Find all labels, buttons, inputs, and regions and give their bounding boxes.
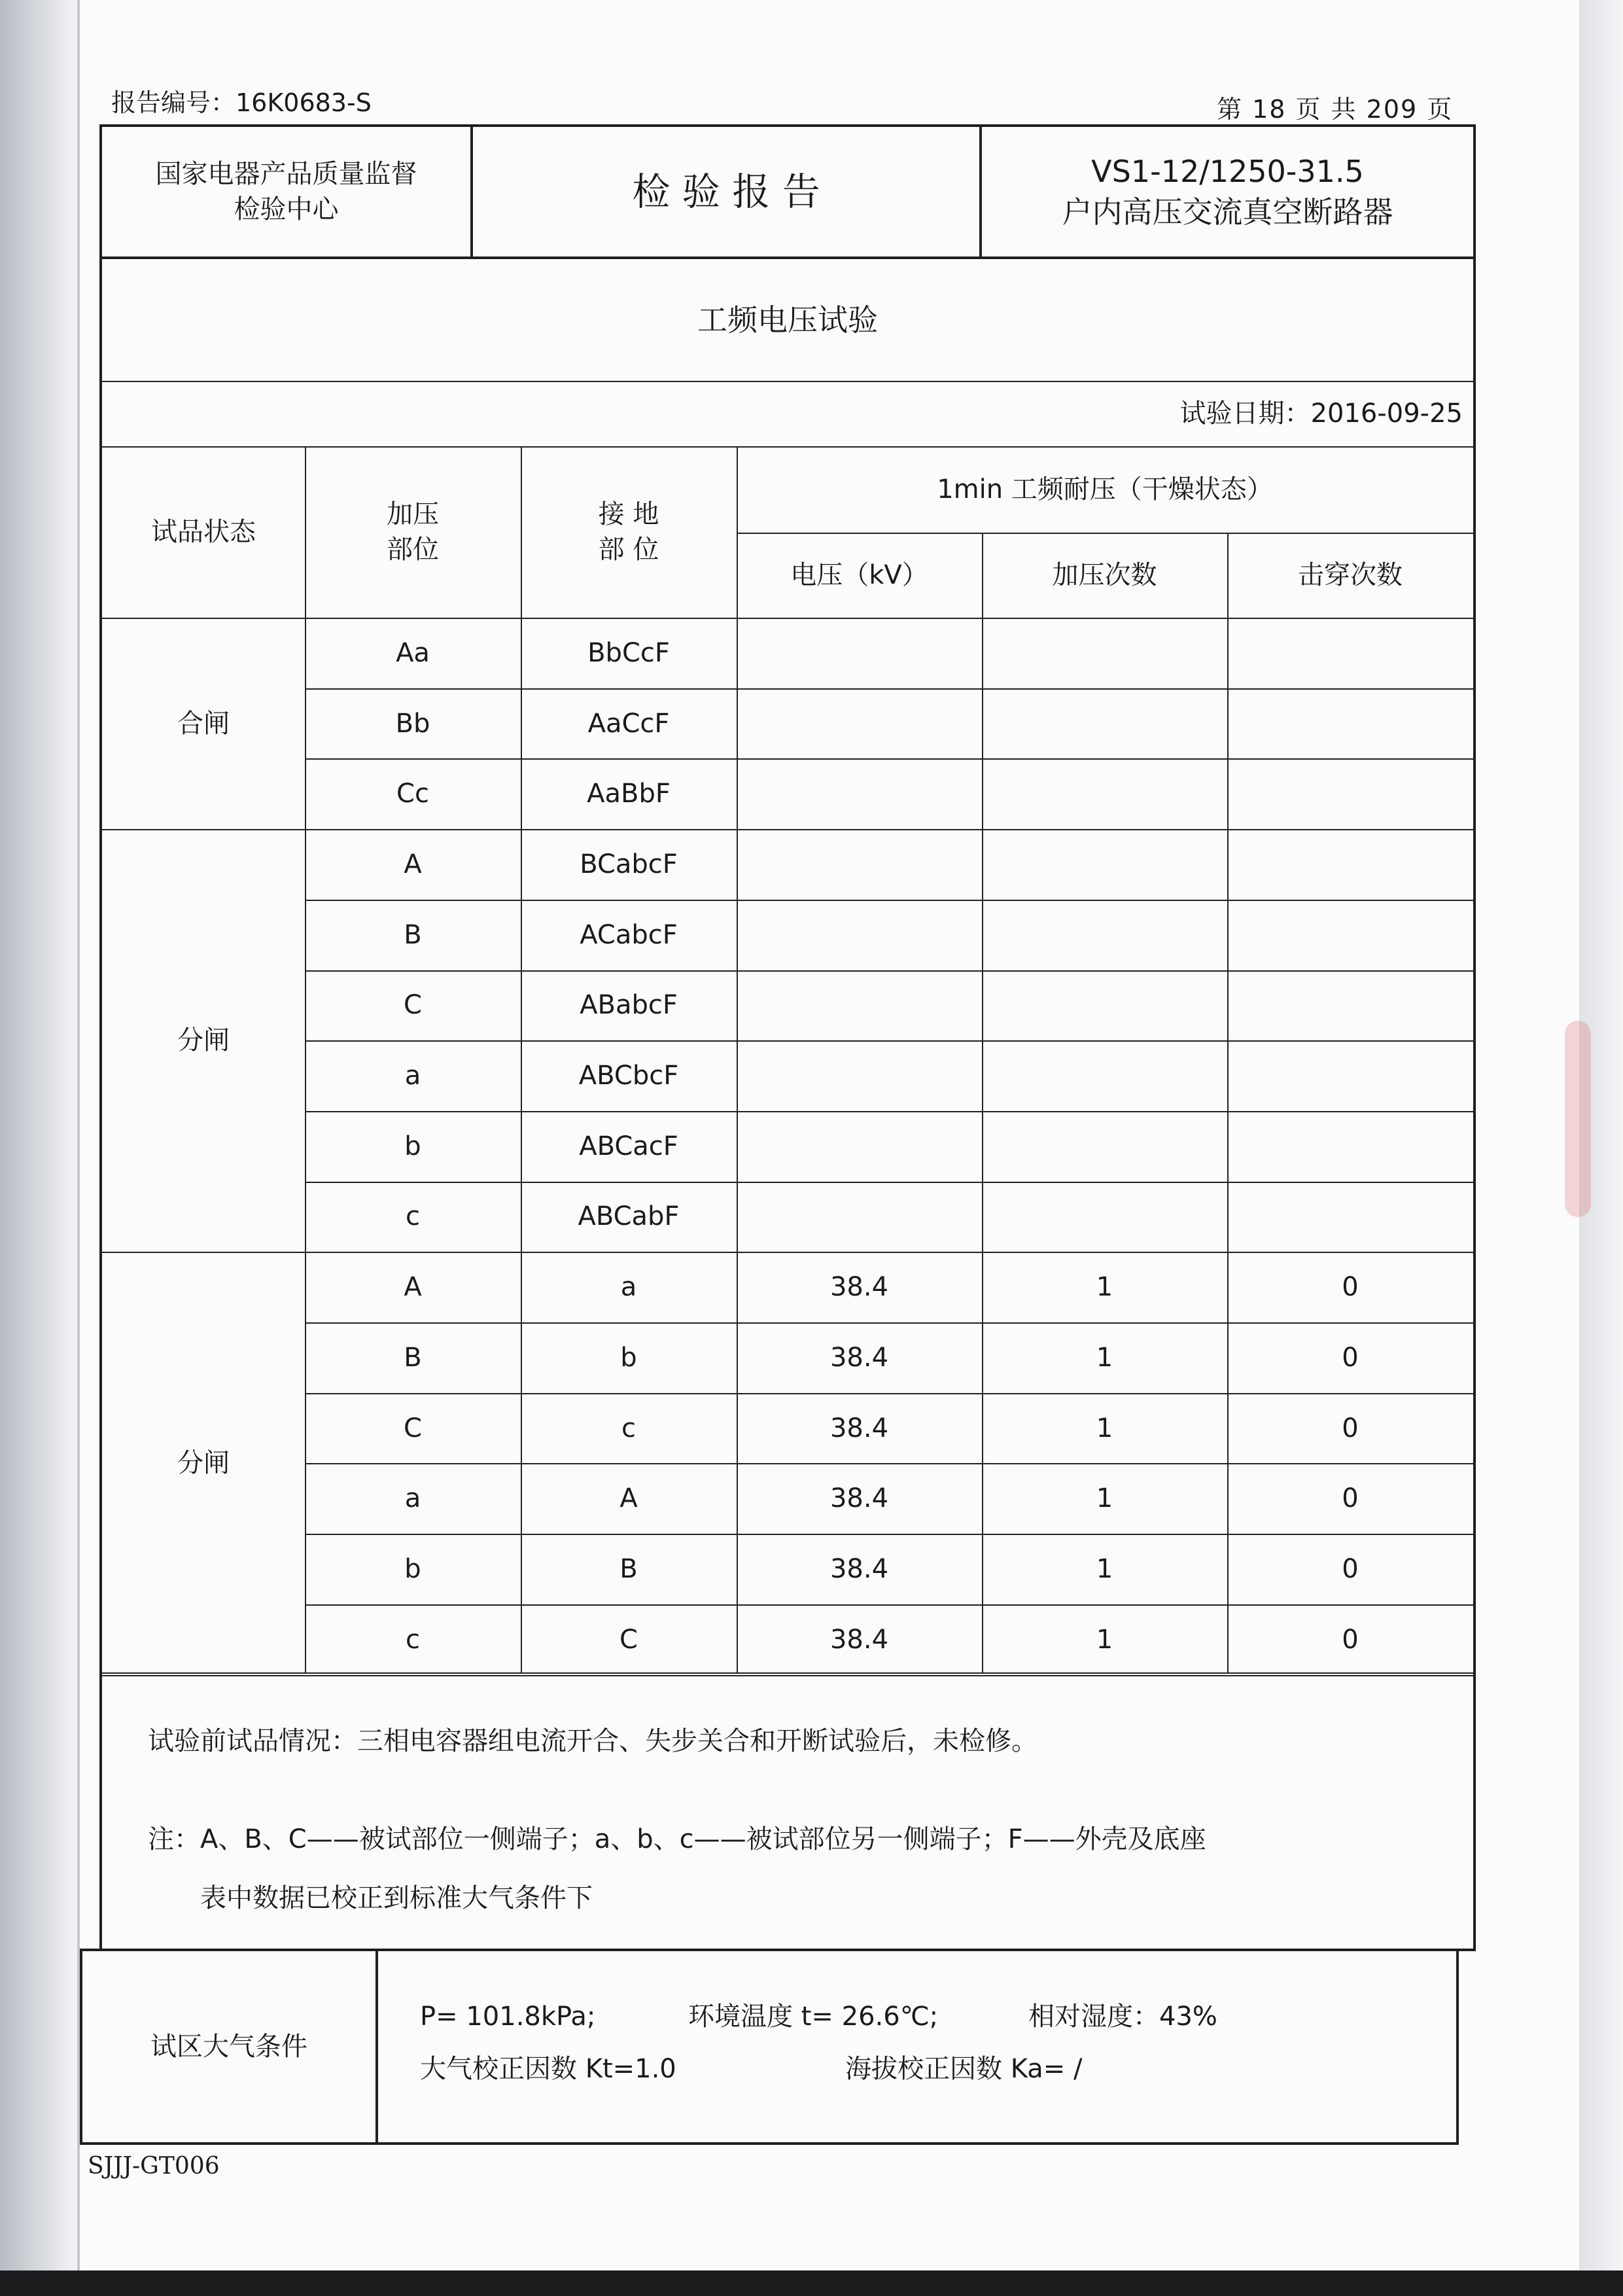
cell-voltage xyxy=(737,970,982,1041)
humidity: 相对湿度：43% xyxy=(1028,2002,1217,2032)
cell-apply: Aa xyxy=(396,637,430,668)
cell-apply: B xyxy=(404,1342,422,1373)
cell-apply: Cc xyxy=(396,779,429,809)
cell-breakdown xyxy=(1227,829,1473,900)
cell-breakdown xyxy=(1227,1182,1473,1252)
group-state: 分闸 xyxy=(177,1025,230,1056)
cell-apply: B xyxy=(404,919,422,950)
cell-voltage xyxy=(737,1040,982,1111)
cell-voltage: 38.4 xyxy=(829,1553,889,1584)
cell-times xyxy=(982,688,1227,759)
cell-times: 1 xyxy=(1096,1553,1113,1584)
cell-voltage xyxy=(737,900,982,970)
group-state: 合闸 xyxy=(177,708,230,739)
cell-ground: b xyxy=(620,1342,637,1373)
cell-breakdown xyxy=(1227,900,1473,970)
pre-test-condition: 试验前试品情况：三相电容器组电流开合、失步关合和开断试验后，未检修。 xyxy=(148,1726,1038,1756)
product-model: VS1-12/1250-31.5 xyxy=(1091,153,1364,189)
cell-times: 1 xyxy=(1096,1272,1113,1303)
cell-voltage: 38.4 xyxy=(829,1483,889,1514)
divider xyxy=(375,1951,378,2142)
cell-apply: A xyxy=(404,849,422,879)
col-head-voltage: 电压（kV） xyxy=(790,560,928,590)
atmosphere-label: 试区大气条件 xyxy=(150,2032,307,2062)
cell-voltage xyxy=(737,1182,982,1252)
cell-voltage: 38.4 xyxy=(829,1342,889,1373)
cell-breakdown: 0 xyxy=(1342,1624,1359,1655)
note-line-1: 注：A、B、C——被试部位一侧端子；a、b、c——被试部位另一侧端子；F——外壳及底座 xyxy=(148,1824,1206,1854)
cell-times: 1 xyxy=(1096,1413,1113,1443)
cell-ground: ABCacF xyxy=(579,1131,678,1161)
test-date: 试验日期：2016-09-25 xyxy=(1179,398,1463,429)
org-line-1: 国家电器产品质量监督 xyxy=(155,159,417,189)
atmosphere-block xyxy=(80,1949,1459,2145)
test-body xyxy=(99,256,1476,1951)
col-head-breakdown: 击穿次数 xyxy=(1298,560,1403,590)
kt-factor: 大气校正因数 Kt=1.0 xyxy=(420,2054,676,2084)
cell-voltage: 38.4 xyxy=(829,1413,889,1443)
cell-voltage xyxy=(737,758,982,829)
cell-breakdown xyxy=(1227,618,1473,688)
cell-times: 1 xyxy=(1096,1342,1113,1373)
org-name xyxy=(102,127,470,256)
cell-ground: a xyxy=(620,1272,637,1303)
cell-ground: BCabcF xyxy=(580,849,678,879)
cell-apply: a xyxy=(404,1061,421,1091)
test-title: 工频电压试验 xyxy=(697,302,878,338)
org-line-2: 检验中心 xyxy=(234,194,339,224)
cell-times xyxy=(982,1182,1227,1252)
group-state: 分闸 xyxy=(177,1448,230,1479)
cell-voltage xyxy=(737,688,982,759)
col-head-apply: 加压 部位 xyxy=(387,499,439,565)
temperature: 环境温度 t= 26.6℃; xyxy=(688,2002,939,2032)
cell-times xyxy=(982,900,1227,970)
cell-ground: B xyxy=(620,1553,638,1584)
title-block xyxy=(99,124,1476,259)
col-head-times: 加压次数 xyxy=(1052,560,1157,590)
ka-factor: 海拔校正因数 Ka= / xyxy=(845,2054,1083,2084)
product-name: 户内高压交流真空断路器 xyxy=(1062,194,1393,230)
cell-apply: b xyxy=(404,1131,421,1161)
col-head-group: 1min 工频耐压（干燥状态） xyxy=(937,474,1273,504)
cell-apply: C xyxy=(404,1413,422,1443)
cell-times xyxy=(982,829,1227,900)
col-head-ground: 接 地 部 位 xyxy=(598,499,659,565)
cell-ground: BbCcF xyxy=(587,637,670,668)
cell-ground: AaBbF xyxy=(587,779,671,809)
cell-breakdown xyxy=(1227,688,1473,759)
cell-times xyxy=(982,758,1227,829)
cell-breakdown: 0 xyxy=(1342,1342,1359,1373)
binding-spine xyxy=(0,0,77,2296)
cell-voltage xyxy=(737,1111,982,1182)
cell-voltage xyxy=(737,618,982,688)
red-seal-fragment xyxy=(1565,1021,1591,1217)
cell-times: 1 xyxy=(1096,1483,1113,1514)
report-title: 检 验 报 告 xyxy=(632,169,820,214)
cell-breakdown xyxy=(1227,1111,1473,1182)
cell-apply: Bb xyxy=(395,708,430,739)
cell-apply: c xyxy=(406,1624,420,1655)
cell-times xyxy=(982,1111,1227,1182)
cell-apply: a xyxy=(404,1483,421,1514)
cell-ground: AaCcF xyxy=(587,708,670,739)
cell-apply: A xyxy=(404,1272,422,1303)
cell-ground: ACabcF xyxy=(580,919,678,950)
cell-breakdown xyxy=(1227,970,1473,1041)
cell-voltage: 38.4 xyxy=(829,1624,889,1655)
cell-ground: C xyxy=(620,1624,638,1655)
cell-breakdown: 0 xyxy=(1342,1413,1359,1443)
cell-ground: c xyxy=(621,1413,636,1443)
cell-breakdown xyxy=(1227,758,1473,829)
form-code: SJJJ-GT006 xyxy=(88,2153,220,2180)
cell-times: 1 xyxy=(1096,1624,1113,1655)
cell-voltage: 38.4 xyxy=(829,1272,889,1303)
cell-breakdown: 0 xyxy=(1342,1272,1359,1303)
pressure: P= 101.8kPa; xyxy=(420,2002,596,2032)
scan-shadow xyxy=(0,2270,1623,2296)
cell-ground: A xyxy=(620,1483,638,1514)
note-line-2: 表中数据已校正到标准大气条件下 xyxy=(200,1883,593,1913)
cell-apply: C xyxy=(404,990,422,1021)
divider xyxy=(737,533,1473,534)
cell-times xyxy=(982,618,1227,688)
cell-breakdown xyxy=(1227,1040,1473,1111)
cell-ground: ABabcF xyxy=(580,990,678,1021)
cell-voltage xyxy=(737,829,982,900)
product-info xyxy=(982,127,1473,256)
page-number: 第 18 页 共 209 页 xyxy=(1217,95,1454,124)
cell-ground: ABCabF xyxy=(578,1201,680,1232)
col-head-state: 试品状态 xyxy=(151,517,256,547)
cell-apply: b xyxy=(404,1553,421,1584)
cell-breakdown: 0 xyxy=(1342,1553,1359,1584)
cell-times xyxy=(982,970,1227,1041)
cell-ground: ABCbcF xyxy=(578,1061,679,1091)
cell-breakdown: 0 xyxy=(1342,1483,1359,1514)
report-number: 报告编号：16K0683-S xyxy=(111,88,372,117)
cell-times xyxy=(982,1040,1227,1111)
cell-apply: c xyxy=(406,1201,420,1232)
